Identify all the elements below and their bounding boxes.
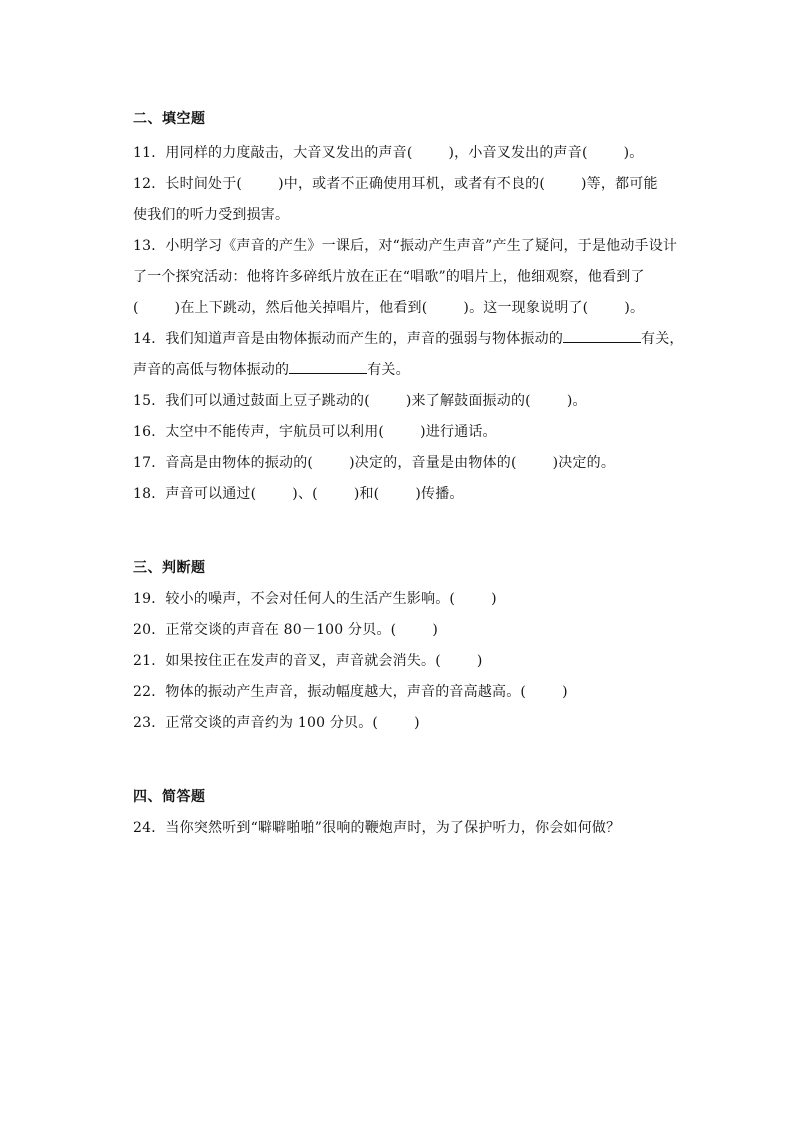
question-13-cont: 了一个探究活动：他将许多碎纸片放在正在“唱歌”的唱片上，他细观察，他看到了	[133, 269, 645, 285]
question-22: 22．物体的振动产生声音，振动幅度越大，声音的音高越高。( )	[133, 684, 568, 700]
answer-underline[interactable]	[289, 361, 367, 374]
question-14: 14．我们知道声音是由物体振动而产生的，声音的强弱与物体振动的 有关，	[133, 331, 684, 347]
question-13: 13．小明学习《声音的产生》一课后，对“振动产生声音”产生了疑问，于是他动手设计	[133, 238, 678, 254]
question-18: 18．声音可以通过( )、( )和( )传播。	[133, 486, 464, 502]
section-title-fill-blank: 二、填空题	[133, 111, 206, 127]
question-13-cont2: ( )在上下跳动，然后他关掉唱片，他看到( )。这一现象说明了( )。	[133, 300, 645, 316]
question-14-cont: 声音的高低与物体振动的 有关。	[133, 362, 410, 378]
question-19: 19．较小的噪声，不会对任何人的生活产生影响。( )	[133, 591, 497, 607]
question-17: 17．音高是由物体的振动的( )决定的，音量是由物体的( )决定的。	[133, 455, 616, 471]
section-title-short-answer: 四、简答题	[133, 789, 206, 805]
question-12: 12．长时间处于( )中，或者不正确使用耳机，或者有不良的( )等，都可能	[133, 176, 658, 192]
question-11: 11．用同样的力度敲击，大音叉发出的声音( )，小音叉发出的声音( )。	[133, 145, 644, 161]
answer-underline[interactable]	[563, 330, 641, 343]
section-title-judgement: 三、判断题	[133, 560, 206, 576]
question-23: 23．正常交谈的声音约为 100 分贝。( )	[133, 715, 420, 731]
question-12-cont: 使我们的听力受到损害。	[133, 207, 290, 223]
question-24: 24．当你突然听到“噼噼啪啪”很响的鞭炮声时，为了保护听力，你会如何做？	[133, 820, 621, 836]
question-16: 16．太空中不能传声，宇航员可以利用( )进行通话。	[133, 424, 497, 440]
question-21: 21．如果按住正在发声的音叉，声音就会消失。( )	[133, 653, 483, 669]
question-15: 15．我们可以通过鼓面上豆子跳动的( )来了解鼓面振动的( )。	[133, 393, 587, 409]
question-20: 20．正常交谈的声音在 80－100 分贝。( )	[133, 622, 438, 638]
